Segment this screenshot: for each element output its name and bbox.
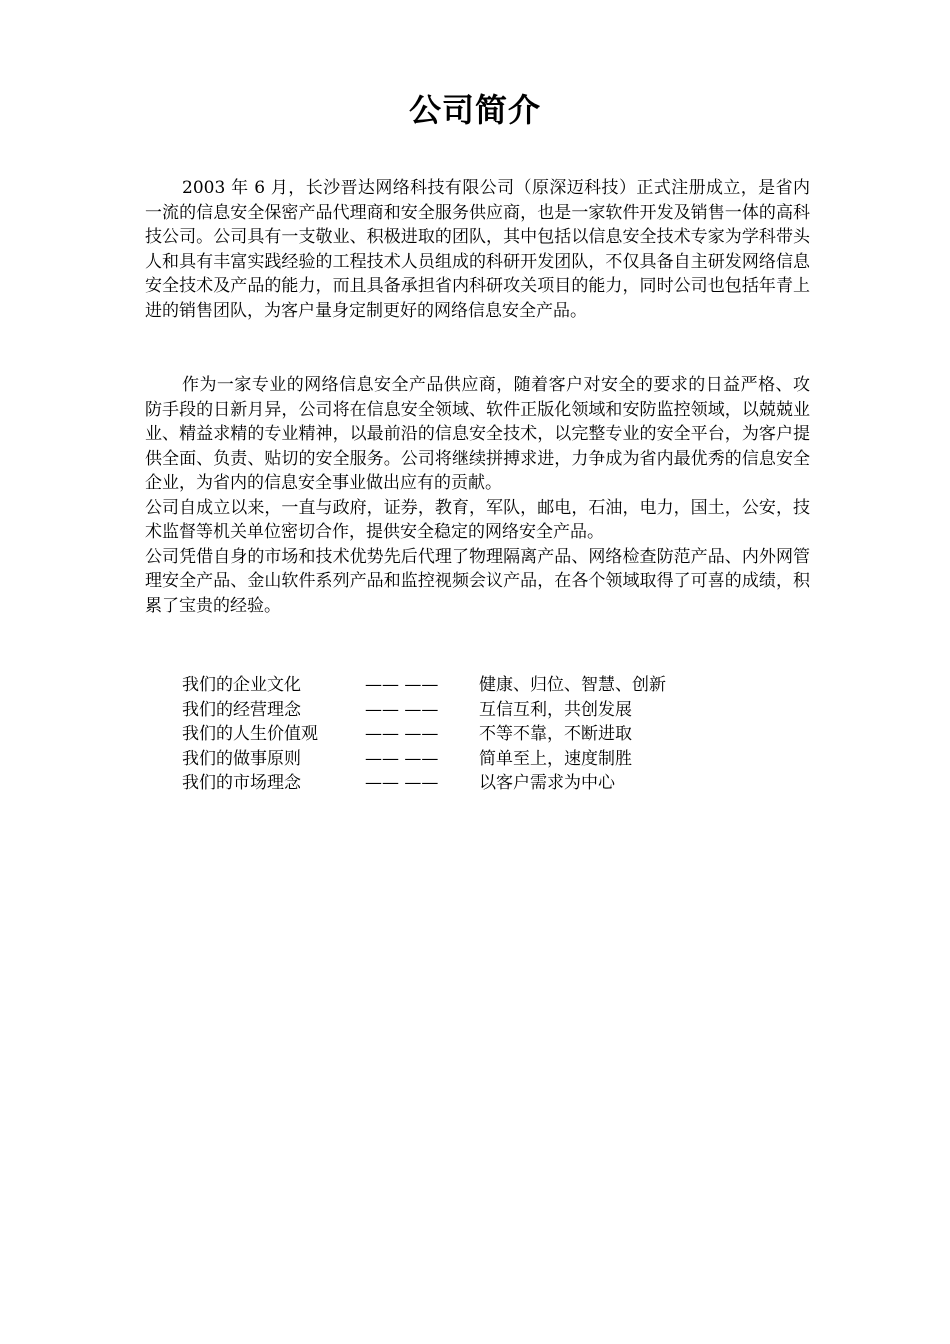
paragraph-cooperation: 公司自成立以来，一直与政府，证券，教育，军队，邮电，石油，电力，国土，公安，技术监督等机关单位密切合作，提供安全稳定的网络安全产品。: [145, 497, 810, 542]
value-row: [182, 747, 666, 772]
paragraph-mission: 作为一家专业的网络信息安全产品供应商，随着客户对安全的要求的日益严格、攻防手段的日新月异，公司将在信息安全领域、软件正版化领域和安防监控领域，以兢兢业业、精益求精的专业精神，以最前沿的信息安全技术，以完整专业的安全平台，为客户提供全面、负责、贴切的安全服务。公司将继续拼搏求进，力争成为省内最优秀的信息安全企业，为省内的信息安全事业做出应有的贡献。: [145, 375, 810, 493]
value-row: [182, 722, 666, 747]
value-text: 简单至上，速度制胜: [479, 748, 632, 769]
value-text: 以客户需求为中心: [479, 773, 615, 794]
value-separator: —— ——: [365, 724, 439, 745]
value-label: 我们的经营理念: [182, 699, 301, 720]
paragraph-products: 公司凭借自身的市场和技术优势先后代理了物理隔离产品、网络检查防范产品、内外网管理安全产品、金山软件系列产品和监控视频会议产品，在各个领域取得了可喜的成绩，积累了宝贵的经验。: [145, 546, 810, 616]
mission-section: [145, 373, 810, 618]
page-title: 公司简介: [408, 91, 541, 129]
value-label: 我们的企业文化: [182, 675, 301, 695]
value-row: [182, 771, 666, 796]
intro-section: [145, 176, 810, 323]
value-text: 不等不靠，不断进取: [479, 724, 632, 745]
value-row: [182, 673, 666, 698]
value-text: 互信互利，共创发展: [479, 699, 632, 720]
value-label: 我们的人生价值观: [182, 724, 318, 745]
value-label: 我们的做事原则: [182, 748, 301, 769]
value-separator: —— ——: [365, 699, 439, 720]
value-separator: —— ——: [365, 748, 439, 769]
value-row: [182, 698, 666, 723]
value-text: 健康、归位、智慧、创新: [479, 675, 666, 695]
company-values-list: [182, 673, 666, 796]
value-separator: —— ——: [365, 773, 439, 794]
value-separator: —— ——: [365, 675, 439, 695]
paragraph-company-founding: 2003 年 6 月，长沙晋达网络科技有限公司（原深迈科技）正式注册成立，是省内一流的信息安全保密产品代理商和安全服务供应商，也是一家软件开发及销售一体的高科技公司。公司具有一支敬业、积极进取的团队，其中包括以信息安全技术专家为学科带头人和具有丰富实践经验的工程技术人员组成的科研开发团队，不仅具备自主研发网络信息安全技术及产品的能力，而且具备承担省内科研攻关项目的能力，同时公司也包括年青上进的销售团队，为客户量身定制更好的网络信息安全产品。: [145, 178, 810, 321]
value-label: 我们的市场理念: [182, 773, 301, 794]
